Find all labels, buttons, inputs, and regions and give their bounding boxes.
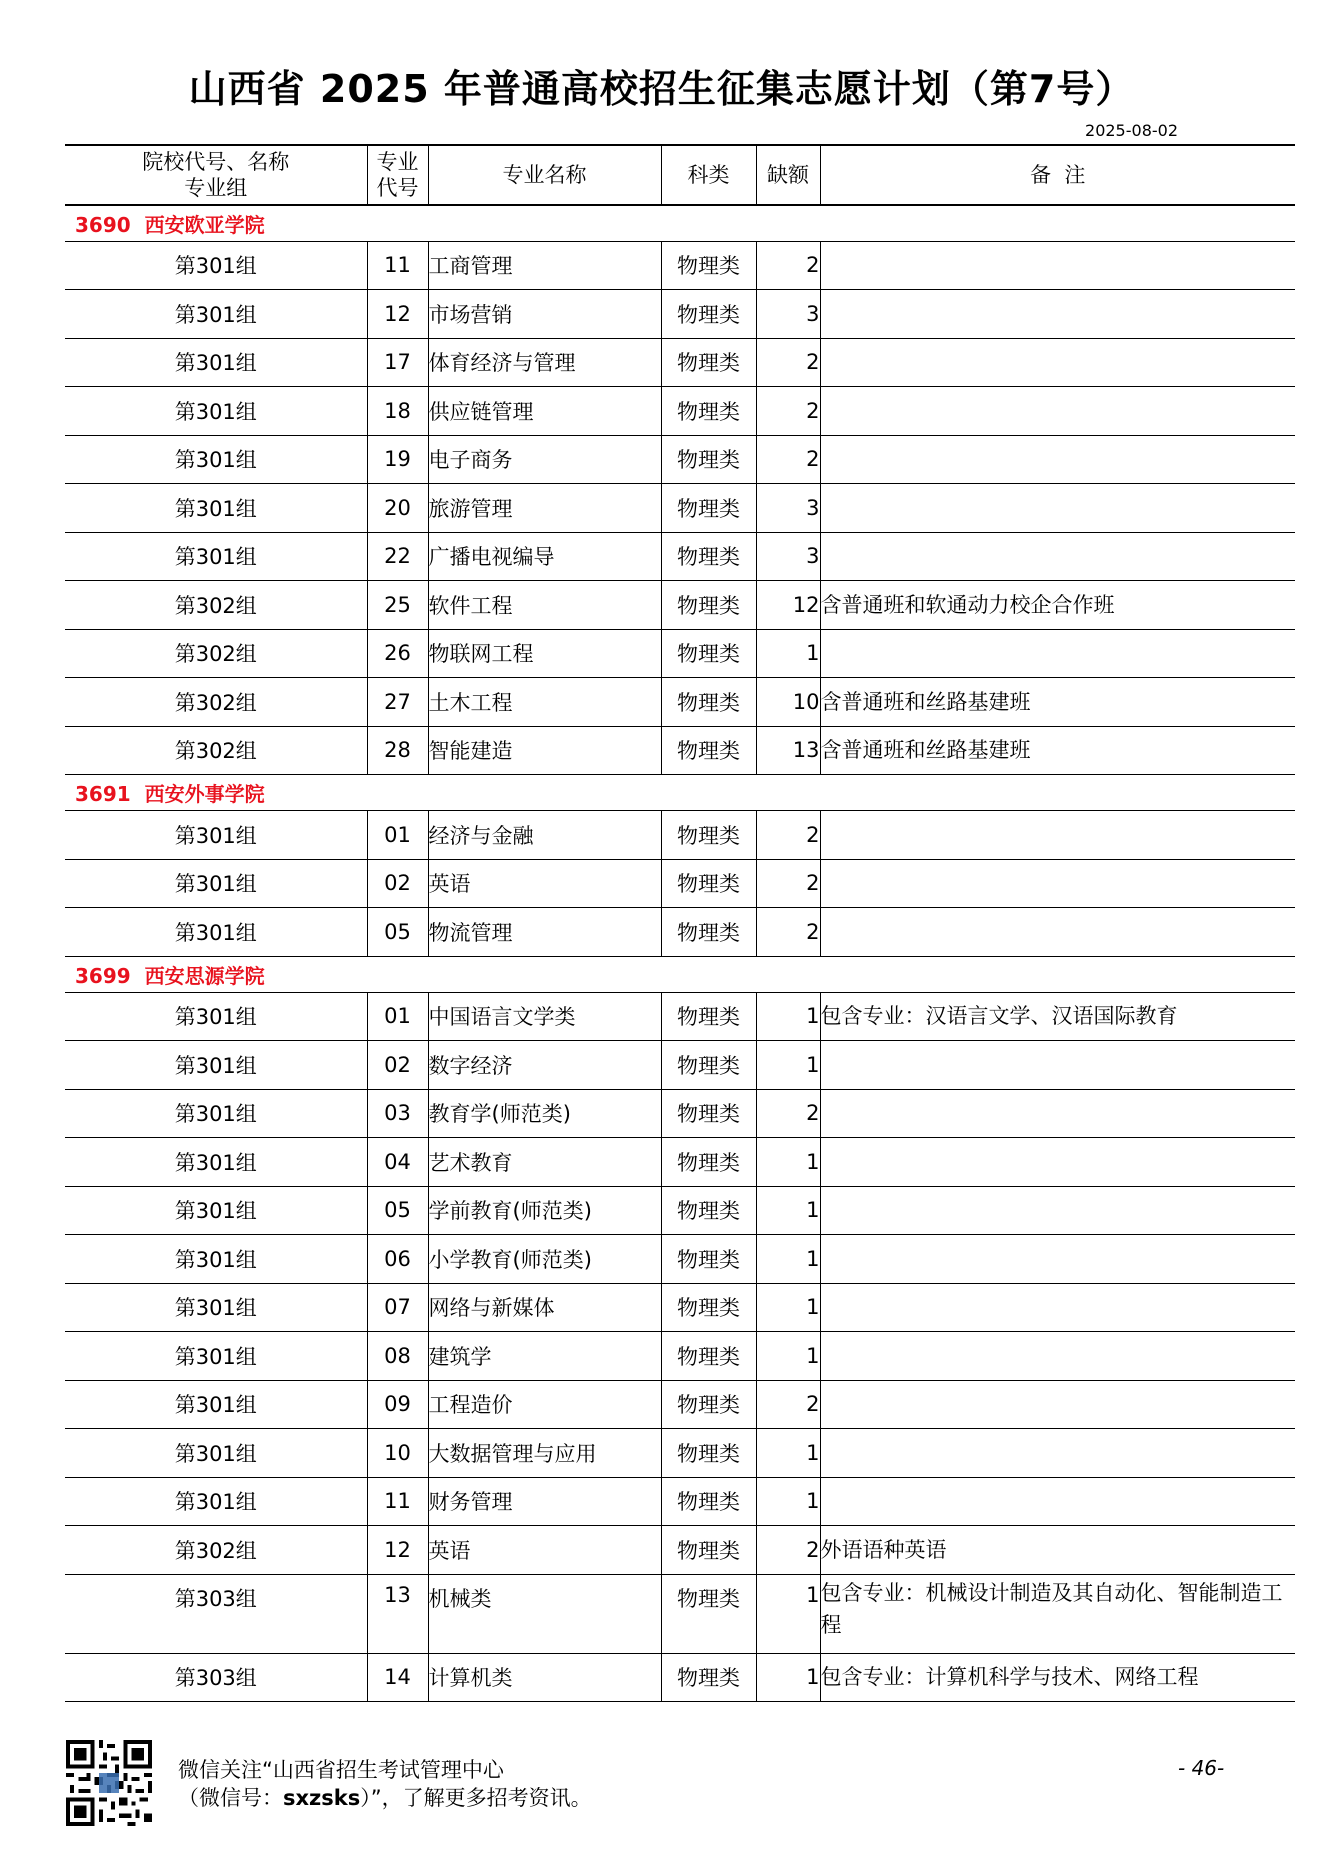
note-cell: 外语语种英语 [820, 1526, 1295, 1575]
major-code-cell: 02 [367, 1041, 428, 1090]
header-school-line1: 院校代号、名称 [142, 150, 290, 174]
group-cell: 第301组 [65, 1235, 367, 1284]
category-cell: 物理类 [661, 581, 756, 630]
major-code-cell: 25 [367, 581, 428, 630]
group-cell: 第301组 [65, 1332, 367, 1381]
major-code-cell: 11 [367, 241, 428, 290]
note-cell [820, 532, 1295, 581]
quota-cell: 1 [756, 629, 820, 678]
note-cell: 包含专业：机械设计制造及其自动化、智能制造工程 [820, 1574, 1295, 1653]
group-cell: 第302组 [65, 678, 367, 727]
quota-cell: 2 [756, 908, 820, 957]
major-name-cell: 教育学(师范类) [428, 1089, 661, 1138]
category-cell: 物理类 [661, 338, 756, 387]
school-title [65, 956, 1295, 992]
note-cell [820, 1138, 1295, 1187]
footer-line2-suffix: ）”，了解更多招考资讯。 [360, 1786, 592, 1810]
major-code-cell: 04 [367, 1138, 428, 1187]
school-code: 3691 [75, 782, 131, 806]
table-row [65, 1526, 1295, 1575]
category-cell: 物理类 [661, 484, 756, 533]
category-cell: 物理类 [661, 241, 756, 290]
table-row [65, 908, 1295, 957]
major-name-cell: 市场营销 [428, 290, 661, 339]
major-code-cell: 11 [367, 1477, 428, 1526]
category-cell: 物理类 [661, 1186, 756, 1235]
major-code-cell: 13 [367, 1574, 428, 1653]
category-cell: 物理类 [661, 992, 756, 1041]
quota-cell: 3 [756, 532, 820, 581]
page-number: - 46- [1178, 1756, 1225, 1780]
major-code-cell: 06 [367, 1235, 428, 1284]
school-code: 3699 [75, 963, 131, 988]
table-row [65, 435, 1295, 484]
enrollment-plan-table [65, 144, 1295, 1702]
group-cell: 第301组 [65, 811, 367, 860]
header-quota: 缺额 [756, 145, 820, 205]
category-cell: 物理类 [661, 435, 756, 484]
note-cell [820, 1186, 1295, 1235]
quota-cell: 3 [756, 290, 820, 339]
major-name-cell: 电子商务 [428, 435, 661, 484]
category-cell: 物理类 [661, 1235, 756, 1284]
note-cell [820, 387, 1295, 436]
header-note: 备 注 [820, 145, 1295, 205]
major-name-cell: 英语 [428, 859, 661, 908]
quota-cell: 1 [756, 1477, 820, 1526]
table-body [65, 205, 1295, 1702]
group-cell: 第303组 [65, 1574, 367, 1653]
major-code-cell: 12 [367, 290, 428, 339]
group-cell: 第301组 [65, 532, 367, 581]
category-cell: 物理类 [661, 1477, 756, 1526]
wechat-account: sxzsks [283, 1786, 361, 1810]
note-cell: 包含专业：汉语言文学、汉语国际教育 [820, 992, 1295, 1041]
quota-cell: 1 [756, 1235, 820, 1284]
note-cell [820, 1235, 1295, 1284]
school-name: 西安欧亚学院 [144, 212, 265, 237]
publish-date: 2025-08-02 [1085, 121, 1178, 140]
major-name-cell: 网络与新媒体 [428, 1283, 661, 1332]
quota-cell: 1 [756, 1574, 820, 1653]
quota-cell: 1 [756, 1653, 820, 1702]
table-row [65, 1041, 1295, 1090]
quota-cell: 2 [756, 859, 820, 908]
note-cell: 含普通班和丝路基建班 [820, 678, 1295, 727]
table-row [65, 290, 1295, 339]
footer-line2-prefix: （微信号： [178, 1786, 283, 1810]
table-row [65, 241, 1295, 290]
quota-cell: 1 [756, 1186, 820, 1235]
table-row [65, 1283, 1295, 1332]
major-name-cell: 工商管理 [428, 241, 661, 290]
note-cell: 含普通班和丝路基建班 [820, 726, 1295, 775]
note-cell [820, 241, 1295, 290]
major-name-cell: 工程造价 [428, 1380, 661, 1429]
major-name-cell: 物联网工程 [428, 629, 661, 678]
major-name-cell: 大数据管理与应用 [428, 1429, 661, 1478]
table-row [65, 811, 1295, 860]
note-cell [820, 1283, 1295, 1332]
note-cell [820, 859, 1295, 908]
quota-cell: 12 [756, 581, 820, 630]
table-row [65, 484, 1295, 533]
major-name-cell: 中国语言文学类 [428, 992, 661, 1041]
group-cell: 第302组 [65, 581, 367, 630]
category-cell: 物理类 [661, 1429, 756, 1478]
category-cell: 物理类 [661, 387, 756, 436]
group-cell: 第301组 [65, 1041, 367, 1090]
header-major-code [367, 145, 428, 205]
category-cell: 物理类 [661, 726, 756, 775]
table-header-row [65, 145, 1295, 205]
note-cell [820, 1089, 1295, 1138]
major-code-cell: 19 [367, 435, 428, 484]
major-code-cell: 27 [367, 678, 428, 727]
note-cell [820, 908, 1295, 957]
major-name-cell: 广播电视编导 [428, 532, 661, 581]
table-row [65, 1186, 1295, 1235]
note-cell [820, 1477, 1295, 1526]
major-name-cell: 经济与金融 [428, 811, 661, 860]
quota-cell: 1 [756, 1041, 820, 1090]
major-name-cell: 软件工程 [428, 581, 661, 630]
school-header-row [65, 775, 1295, 811]
major-code-cell: 08 [367, 1332, 428, 1381]
category-cell: 物理类 [661, 1380, 756, 1429]
quota-cell: 1 [756, 1138, 820, 1187]
group-cell: 第301组 [65, 908, 367, 957]
major-code-cell: 10 [367, 1429, 428, 1478]
school-title [65, 775, 1295, 811]
major-code-cell: 20 [367, 484, 428, 533]
major-code-cell: 01 [367, 992, 428, 1041]
group-cell: 第301组 [65, 1429, 367, 1478]
quota-cell: 2 [756, 435, 820, 484]
quota-cell: 13 [756, 726, 820, 775]
table-row [65, 1477, 1295, 1526]
major-name-cell: 机械类 [428, 1574, 661, 1653]
table-row [65, 859, 1295, 908]
quota-cell: 1 [756, 1332, 820, 1381]
group-cell: 第301组 [65, 290, 367, 339]
table-row [65, 726, 1295, 775]
quota-cell: 3 [756, 484, 820, 533]
table-row [65, 1653, 1295, 1702]
major-name-cell: 英语 [428, 1526, 661, 1575]
school-name: 西安思源学院 [144, 963, 265, 988]
major-code-cell: 22 [367, 532, 428, 581]
quota-cell: 2 [756, 1380, 820, 1429]
quota-cell: 1 [756, 1429, 820, 1478]
school-header-row [65, 956, 1295, 992]
major-code-cell: 12 [367, 1526, 428, 1575]
school-title [65, 205, 1295, 241]
header-code-line2: 代号 [376, 176, 419, 200]
table-row [65, 1138, 1295, 1187]
major-name-cell: 财务管理 [428, 1477, 661, 1526]
category-cell: 物理类 [661, 1283, 756, 1332]
major-name-cell: 体育经济与管理 [428, 338, 661, 387]
category-cell: 物理类 [661, 629, 756, 678]
school-name: 西安外事学院 [144, 782, 265, 806]
major-code-cell: 26 [367, 629, 428, 678]
major-name-cell: 旅游管理 [428, 484, 661, 533]
table-row [65, 1574, 1295, 1653]
school-code: 3690 [75, 212, 131, 237]
group-cell: 第301组 [65, 435, 367, 484]
major-code-cell: 05 [367, 1186, 428, 1235]
category-cell: 物理类 [661, 1089, 756, 1138]
category-cell: 物理类 [661, 1041, 756, 1090]
table-row [65, 581, 1295, 630]
qr-code-icon [66, 1740, 152, 1826]
footer-note [178, 1756, 592, 1812]
group-cell: 第301组 [65, 484, 367, 533]
quota-cell: 2 [756, 387, 820, 436]
major-code-cell: 28 [367, 726, 428, 775]
group-cell: 第303组 [65, 1653, 367, 1702]
group-cell: 第301组 [65, 1380, 367, 1429]
footer-line2 [178, 1784, 592, 1812]
major-name-cell: 艺术教育 [428, 1138, 661, 1187]
major-code-cell: 05 [367, 908, 428, 957]
header-code-line1: 专业 [376, 150, 419, 174]
major-code-cell: 02 [367, 859, 428, 908]
group-cell: 第301组 [65, 338, 367, 387]
note-cell [820, 435, 1295, 484]
note-cell [820, 290, 1295, 339]
major-code-cell: 17 [367, 338, 428, 387]
category-cell: 物理类 [661, 290, 756, 339]
table-row [65, 992, 1295, 1041]
quota-cell: 2 [756, 1089, 820, 1138]
note-cell [820, 811, 1295, 860]
group-cell: 第302组 [65, 726, 367, 775]
major-name-cell: 计算机类 [428, 1653, 661, 1702]
category-cell: 物理类 [661, 1574, 756, 1653]
table-row [65, 1429, 1295, 1478]
major-name-cell: 智能建造 [428, 726, 661, 775]
header-school [65, 145, 367, 205]
group-cell: 第302组 [65, 1526, 367, 1575]
category-cell: 物理类 [661, 859, 756, 908]
header-category: 科类 [661, 145, 756, 205]
major-code-cell: 09 [367, 1380, 428, 1429]
quota-cell: 2 [756, 241, 820, 290]
category-cell: 物理类 [661, 532, 756, 581]
table-row [65, 1380, 1295, 1429]
major-name-cell: 供应链管理 [428, 387, 661, 436]
note-cell: 含普通班和软通动力校企合作班 [820, 581, 1295, 630]
note-cell [820, 1429, 1295, 1478]
page-title: 山西省 2025 年普通高校招生征集志愿计划（第7号） [188, 67, 1135, 111]
note-cell [820, 484, 1295, 533]
quota-cell: 10 [756, 678, 820, 727]
footer-line1: 微信关注“山西省招生考试管理中心 [178, 1758, 504, 1782]
category-cell: 物理类 [661, 1138, 756, 1187]
category-cell: 物理类 [661, 1332, 756, 1381]
table-row [65, 1089, 1295, 1138]
quota-cell: 2 [756, 1526, 820, 1575]
quota-cell: 1 [756, 1283, 820, 1332]
header-school-line2: 专业组 [184, 176, 248, 200]
note-cell [820, 1380, 1295, 1429]
group-cell: 第301组 [65, 1477, 367, 1526]
quota-cell: 2 [756, 338, 820, 387]
note-cell: 包含专业：计算机科学与技术、网络工程 [820, 1653, 1295, 1702]
group-cell: 第301组 [65, 387, 367, 436]
note-cell [820, 1041, 1295, 1090]
category-cell: 物理类 [661, 1526, 756, 1575]
major-code-cell: 03 [367, 1089, 428, 1138]
group-cell: 第301组 [65, 1089, 367, 1138]
major-code-cell: 14 [367, 1653, 428, 1702]
major-name-cell: 物流管理 [428, 908, 661, 957]
table-row [65, 387, 1295, 436]
header-major-name: 专业名称 [428, 145, 661, 205]
category-cell: 物理类 [661, 908, 756, 957]
note-cell [820, 338, 1295, 387]
note-cell [820, 629, 1295, 678]
table-row [65, 338, 1295, 387]
major-code-cell: 18 [367, 387, 428, 436]
note-cell [820, 1332, 1295, 1381]
group-cell: 第301组 [65, 992, 367, 1041]
group-cell: 第301组 [65, 241, 367, 290]
table-row [65, 1332, 1295, 1381]
group-cell: 第302组 [65, 629, 367, 678]
group-cell: 第301组 [65, 1186, 367, 1235]
major-name-cell: 数字经济 [428, 1041, 661, 1090]
category-cell: 物理类 [661, 811, 756, 860]
group-cell: 第301组 [65, 1138, 367, 1187]
group-cell: 第301组 [65, 1283, 367, 1332]
table-row [65, 678, 1295, 727]
table-row [65, 629, 1295, 678]
table-row [65, 1235, 1295, 1284]
category-cell: 物理类 [661, 678, 756, 727]
category-cell: 物理类 [661, 1653, 756, 1702]
major-name-cell: 小学教育(师范类) [428, 1235, 661, 1284]
school-header-row [65, 205, 1295, 241]
quota-cell: 1 [756, 992, 820, 1041]
group-cell: 第301组 [65, 859, 367, 908]
major-code-cell: 01 [367, 811, 428, 860]
quota-cell: 2 [756, 811, 820, 860]
major-name-cell: 土木工程 [428, 678, 661, 727]
major-name-cell: 建筑学 [428, 1332, 661, 1381]
major-name-cell: 学前教育(师范类) [428, 1186, 661, 1235]
major-code-cell: 07 [367, 1283, 428, 1332]
table-row [65, 532, 1295, 581]
